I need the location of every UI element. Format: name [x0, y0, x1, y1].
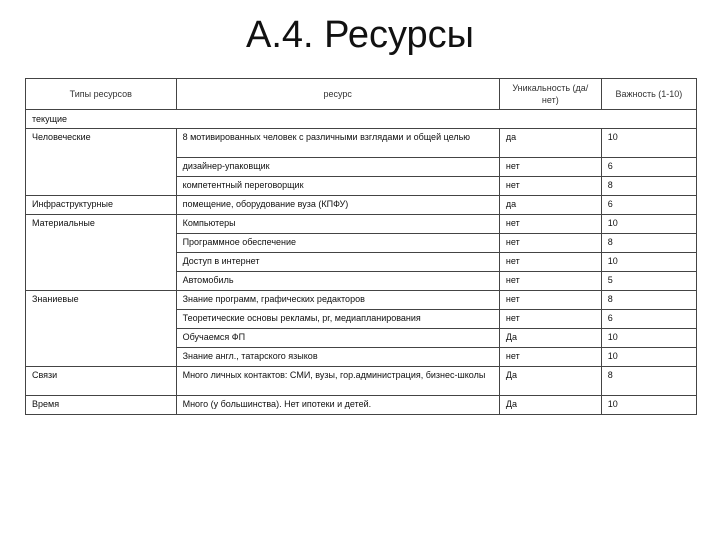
importance-cell: 6	[601, 158, 696, 177]
resource-cell: Теоретические основы рекламы, pr, медиапланирования	[176, 310, 499, 329]
importance-cell: 8	[601, 291, 696, 310]
importance-cell: 10	[601, 329, 696, 348]
resource-cell: Компьютеры	[176, 215, 499, 234]
resource-cell: Доступ в интернет	[176, 253, 499, 272]
importance-cell: 6	[601, 196, 696, 215]
header-uniqueness: Уникальность (да/нет)	[499, 79, 601, 110]
table-row	[26, 215, 697, 234]
resource-type-cell: Время	[26, 396, 177, 415]
table-row	[26, 396, 697, 415]
importance-cell: 10	[601, 348, 696, 367]
uniqueness-cell: нет	[499, 272, 601, 291]
table-row	[26, 291, 697, 310]
uniqueness-cell: нет	[499, 215, 601, 234]
importance-cell: 8	[601, 177, 696, 196]
uniqueness-cell: да	[499, 129, 601, 158]
page-title: А.4. Ресурсы	[246, 14, 474, 56]
resource-type-cell: Человеческие	[26, 129, 177, 196]
importance-cell: 8	[601, 234, 696, 253]
uniqueness-cell: нет	[499, 348, 601, 367]
importance-cell: 10	[601, 253, 696, 272]
uniqueness-cell: Да	[499, 367, 601, 396]
importance-cell: 10	[601, 129, 696, 158]
resource-cell: Много (у большинства). Нет ипотеки и детей.	[176, 396, 499, 415]
uniqueness-cell: да	[499, 196, 601, 215]
resource-cell: Знание программ, графических редакторов	[176, 291, 499, 310]
importance-cell: 8	[601, 367, 696, 396]
resource-cell: Обучаемся ФП	[176, 329, 499, 348]
resources-table	[25, 78, 697, 415]
importance-cell: 10	[601, 396, 696, 415]
header-resource: ресурс	[176, 79, 499, 110]
importance-cell: 5	[601, 272, 696, 291]
uniqueness-cell: нет	[499, 291, 601, 310]
importance-cell: 10	[601, 215, 696, 234]
resource-type-cell: Инфраструктурные	[26, 196, 177, 215]
uniqueness-cell: Да	[499, 396, 601, 415]
table-row	[26, 129, 697, 158]
table-header-row	[26, 79, 697, 110]
resource-cell: Программное обеспечение	[176, 234, 499, 253]
uniqueness-cell: Да	[499, 329, 601, 348]
header-importance: Важность (1-10)	[601, 79, 696, 110]
section-row	[26, 110, 697, 129]
table-row	[26, 367, 697, 396]
resource-cell: Много личных контактов: СМИ, вузы, гор.администрация, бизнес-школы	[176, 367, 499, 396]
resource-cell: Знание англ., татарского языков	[176, 348, 499, 367]
header-type: Типы ресурсов	[26, 79, 177, 110]
resource-cell: помещение, оборудование вуза (КПФУ)	[176, 196, 499, 215]
uniqueness-cell: нет	[499, 234, 601, 253]
resource-type-cell: Материальные	[26, 215, 177, 291]
resource-cell: Автомобиль	[176, 272, 499, 291]
resource-cell: компетентный переговорщик	[176, 177, 499, 196]
importance-cell: 6	[601, 310, 696, 329]
uniqueness-cell: нет	[499, 177, 601, 196]
resource-type-cell: Связи	[26, 367, 177, 396]
uniqueness-cell: нет	[499, 310, 601, 329]
table-row	[26, 196, 697, 215]
section-label: текущие	[26, 110, 697, 129]
uniqueness-cell: нет	[499, 158, 601, 177]
resource-cell: 8 мотивированных человек с различными взглядами и общей целью	[176, 129, 499, 158]
uniqueness-cell: нет	[499, 253, 601, 272]
resource-type-cell: Знаниевые	[26, 291, 177, 367]
resource-cell: дизайнер-упаковщик	[176, 158, 499, 177]
